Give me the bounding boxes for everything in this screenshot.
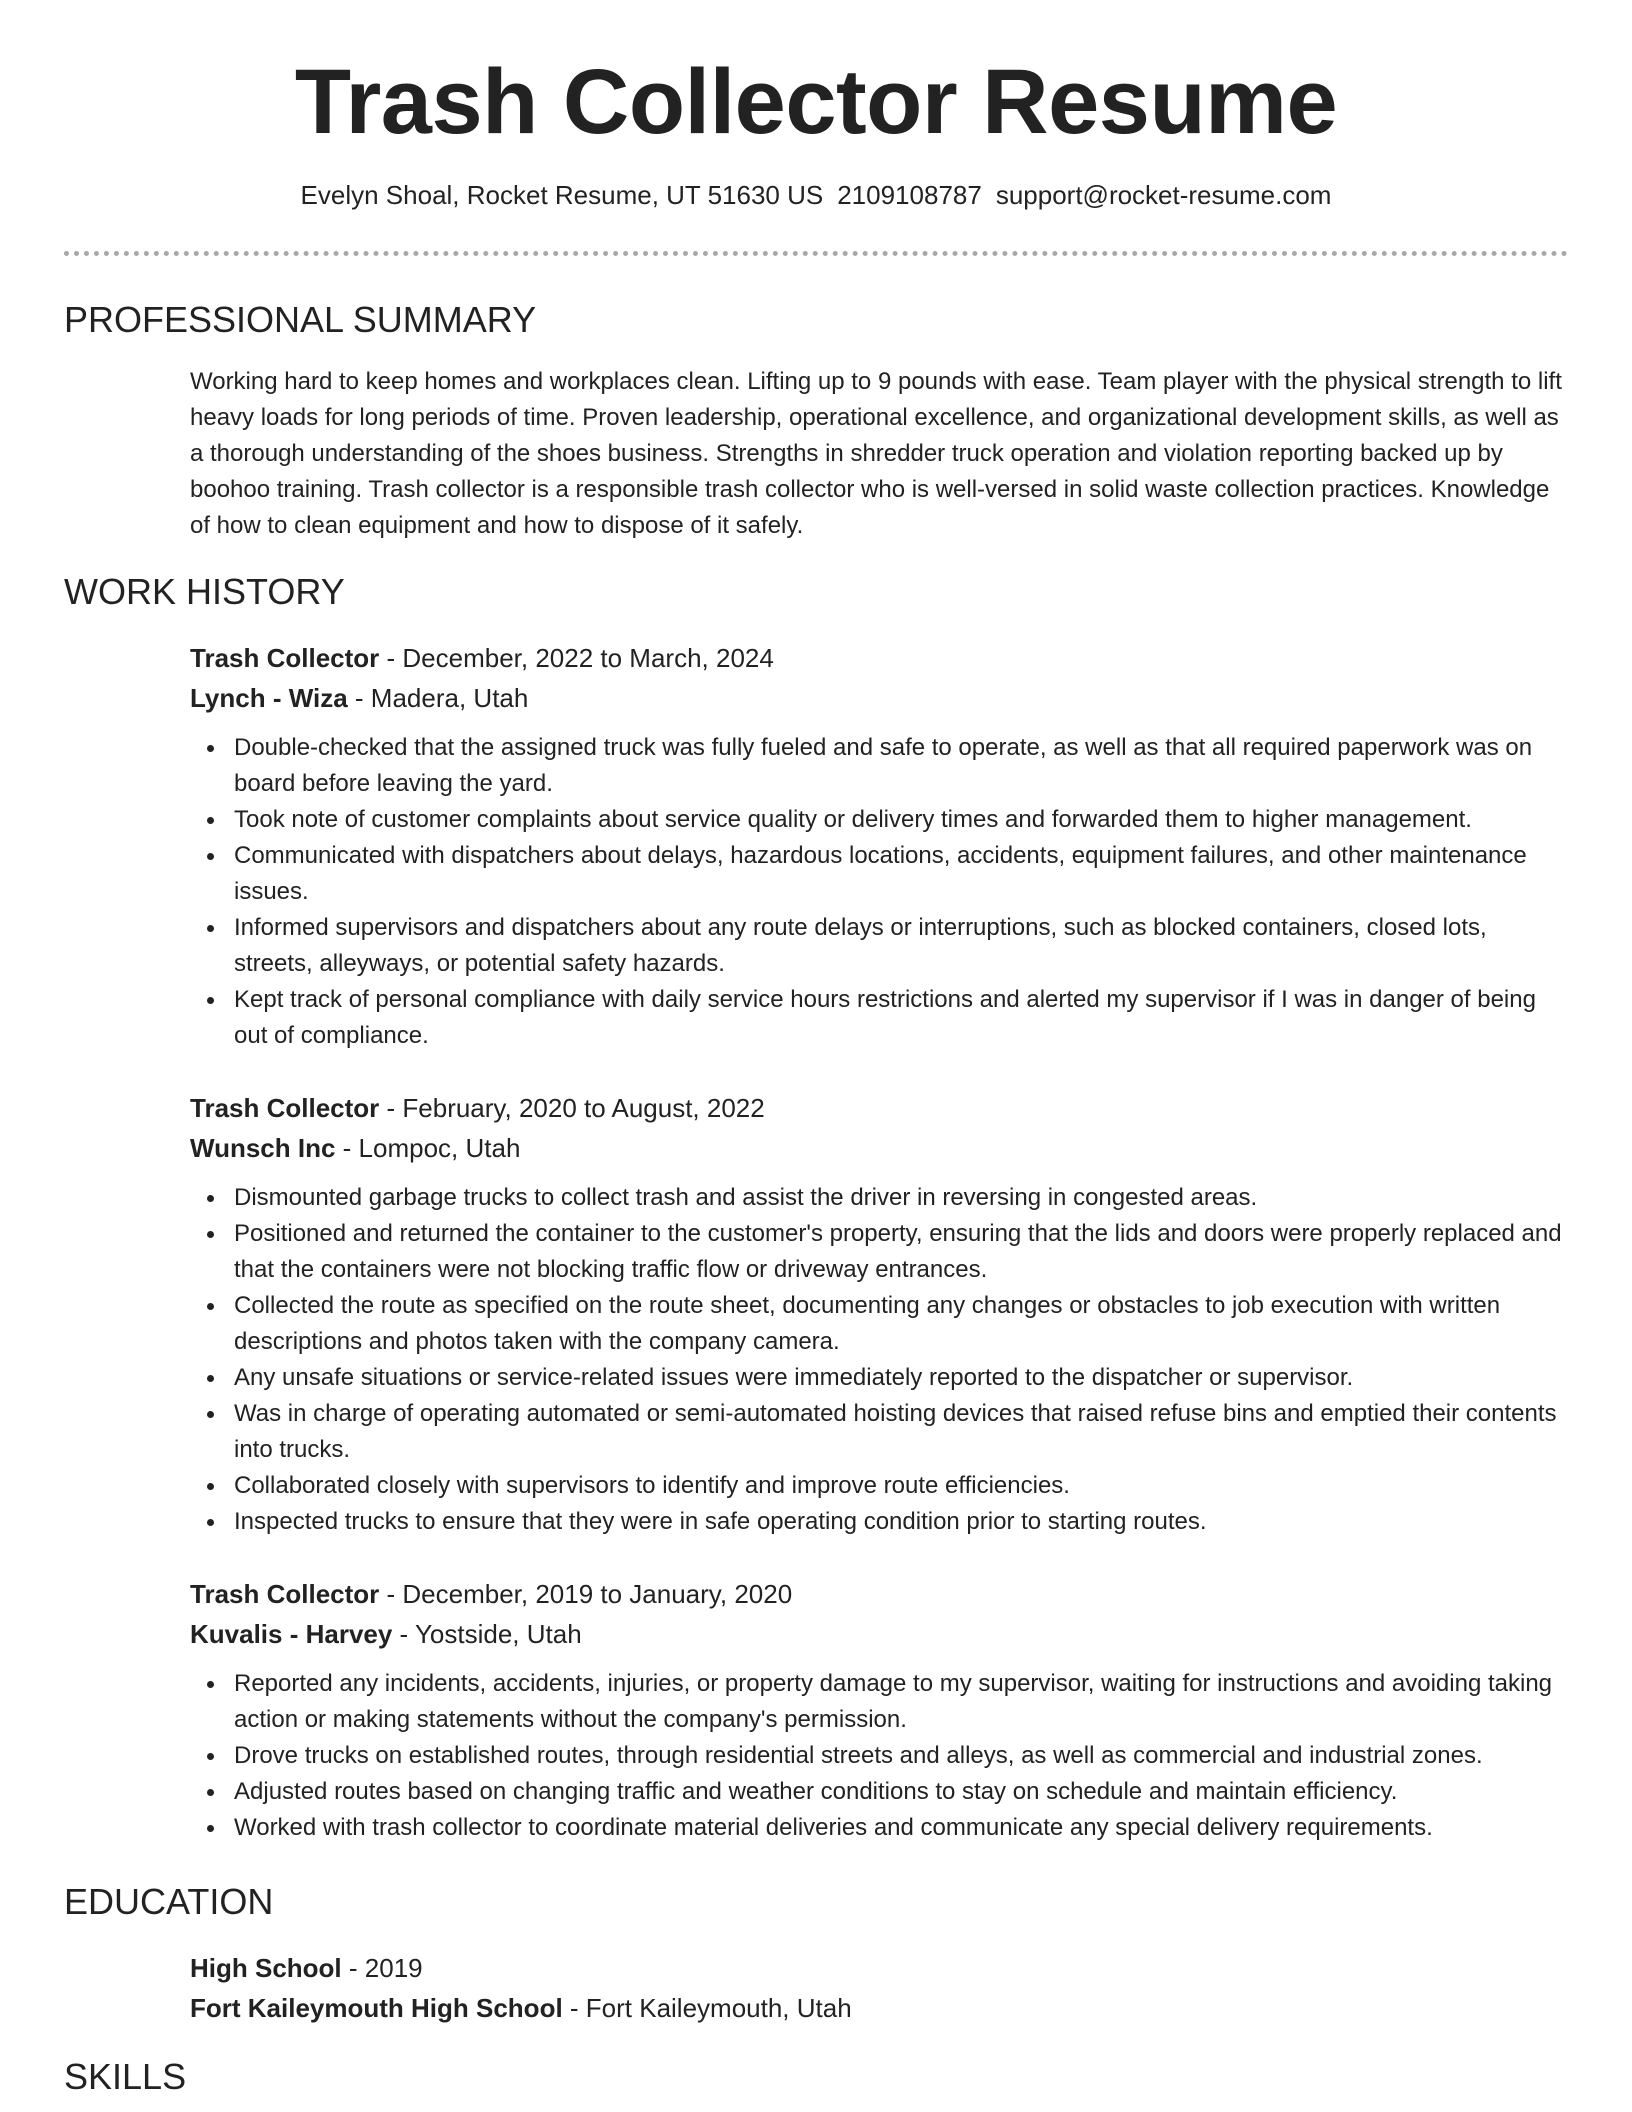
job-bullets — [190, 730, 1570, 1054]
education-entry — [190, 1948, 1570, 2028]
summary-heading: PROFESSIONAL SUMMARY — [64, 299, 537, 340]
contact-line — [0, 180, 1632, 211]
job-title-line — [190, 1574, 1570, 1614]
job-bullets — [190, 1180, 1570, 1540]
job-entry — [190, 1088, 1570, 1540]
education-year: - 2019 — [341, 1953, 423, 1983]
job-company: Lynch - Wiza — [190, 683, 348, 713]
job-bullets — [190, 1666, 1570, 1846]
job-title-line — [190, 638, 1570, 678]
job-company-line — [190, 1128, 1570, 1168]
contact-address: Evelyn Shoal, Rocket Resume, UT 51630 US — [300, 180, 824, 210]
summary-text: Working hard to keep homes and workplaces clean. Lifting up to 9 pounds with ease. Team player with the physical strength to lift heavy loads for long periods of time. Proven leadership, operational excellence, and organizational development skills, as well as a thorough understanding of the shoes business. Strengths in shredder truck operation and violation reporting backed up by boohoo training. Trash collector is a responsible trash collector who is well-versed in solid waste collection practices. Knowledge of how to clean equipment and how to dispose of it safely. — [190, 368, 1562, 539]
education-location: - Fort Kaileymouth, Utah — [562, 1993, 852, 2023]
bullet-item: Took note of customer complaints about service quality or delivery times and forwarded them to higher management. — [234, 802, 1570, 838]
bullet-item: Inspected trucks to ensure that they were in safe operating condition prior to starting routes. — [234, 1504, 1570, 1540]
education-degree-line — [190, 1948, 1570, 1988]
bullet-item: Any unsafe situations or service-related issues were immediately reported to the dispatcher or supervisor. — [234, 1360, 1570, 1396]
education-school: Fort Kaileymouth High School — [190, 1993, 563, 2023]
work-history-heading: WORK HISTORY — [64, 571, 345, 612]
bullet-item: Double-checked that the assigned truck was fully fueled and safe to operate, as well as that all required paperwork was on board before leaving the yard. — [234, 730, 1570, 802]
education-school-line — [190, 1988, 1570, 2028]
job-entry — [190, 638, 1570, 1054]
bullet-item: Was in charge of operating automated or semi-automated hoisting devices that raised refuse bins and emptied their contents into trucks. — [234, 1396, 1570, 1468]
job-location: - Madera, Utah — [347, 683, 529, 713]
job-location: - Lompoc, Utah — [335, 1133, 521, 1163]
contact-email: support@rocket-resume.com — [995, 180, 1332, 210]
header-divider — [64, 251, 1568, 256]
job-title: Trash Collector — [190, 643, 380, 673]
job-company-line — [190, 678, 1570, 718]
bullet-item: Adjusted routes based on changing traffic and weather conditions to stay on schedule and maintain efficiency. — [234, 1774, 1570, 1810]
bullet-item: Communicated with dispatchers about delays, hazardous locations, accidents, equipment failures, and other maintenance issues. — [234, 838, 1570, 910]
job-dates: - December, 2022 to March, 2024 — [379, 643, 774, 673]
contact-phone: 2109108787 — [837, 180, 982, 210]
resume-title: Trash Collector Resume — [294, 51, 1338, 153]
job-company: Kuvalis - Harvey — [190, 1619, 393, 1649]
job-dates: - February, 2020 to August, 2022 — [379, 1093, 765, 1123]
bullet-item: Worked with trash collector to coordinate material deliveries and communicate any special delivery requirements. — [234, 1810, 1570, 1846]
education-heading: EDUCATION — [64, 1881, 274, 1922]
job-entry — [190, 1574, 1570, 1846]
bullet-item: Collected the route as specified on the route sheet, documenting any changes or obstacles to job execution with written descriptions and photos taken with the company camera. — [234, 1288, 1570, 1360]
job-title: Trash Collector — [190, 1093, 380, 1123]
bullet-item: Drove trucks on established routes, through residential streets and alleys, as well as commercial and industrial zones. — [234, 1738, 1570, 1774]
bullet-item: Positioned and returned the container to the customer's property, ensuring that the lids and doors were properly replaced and that the containers were not blocking traffic flow or driveway entrances. — [234, 1216, 1570, 1288]
job-dates: - December, 2019 to January, 2020 — [379, 1579, 793, 1609]
job-company-line — [190, 1614, 1570, 1654]
education-degree: High School — [190, 1953, 342, 1983]
job-company: Wunsch Inc — [190, 1133, 336, 1163]
job-title-line — [190, 1088, 1570, 1128]
job-title: Trash Collector — [190, 1579, 380, 1609]
bullet-item: Kept track of personal compliance with daily service hours restrictions and alerted my supervisor if I was in danger of being out of compliance. — [234, 982, 1570, 1054]
bullet-item: Informed supervisors and dispatchers about any route delays or interruptions, such as blocked containers, closed lots, streets, alleyways, or potential safety hazards. — [234, 910, 1570, 982]
bullet-item: Collaborated closely with supervisors to identify and improve route efficiencies. — [234, 1468, 1570, 1504]
bullet-item: Reported any incidents, accidents, injuries, or property damage to my supervisor, waiting for instructions and avoiding taking action or making statements without the company's permission. — [234, 1666, 1570, 1738]
job-location: - Yostside, Utah — [392, 1619, 582, 1649]
bullet-item: Dismounted garbage trucks to collect trash and assist the driver in reversing in congested areas. — [234, 1180, 1570, 1216]
skills-heading: SKILLS — [64, 2056, 187, 2097]
